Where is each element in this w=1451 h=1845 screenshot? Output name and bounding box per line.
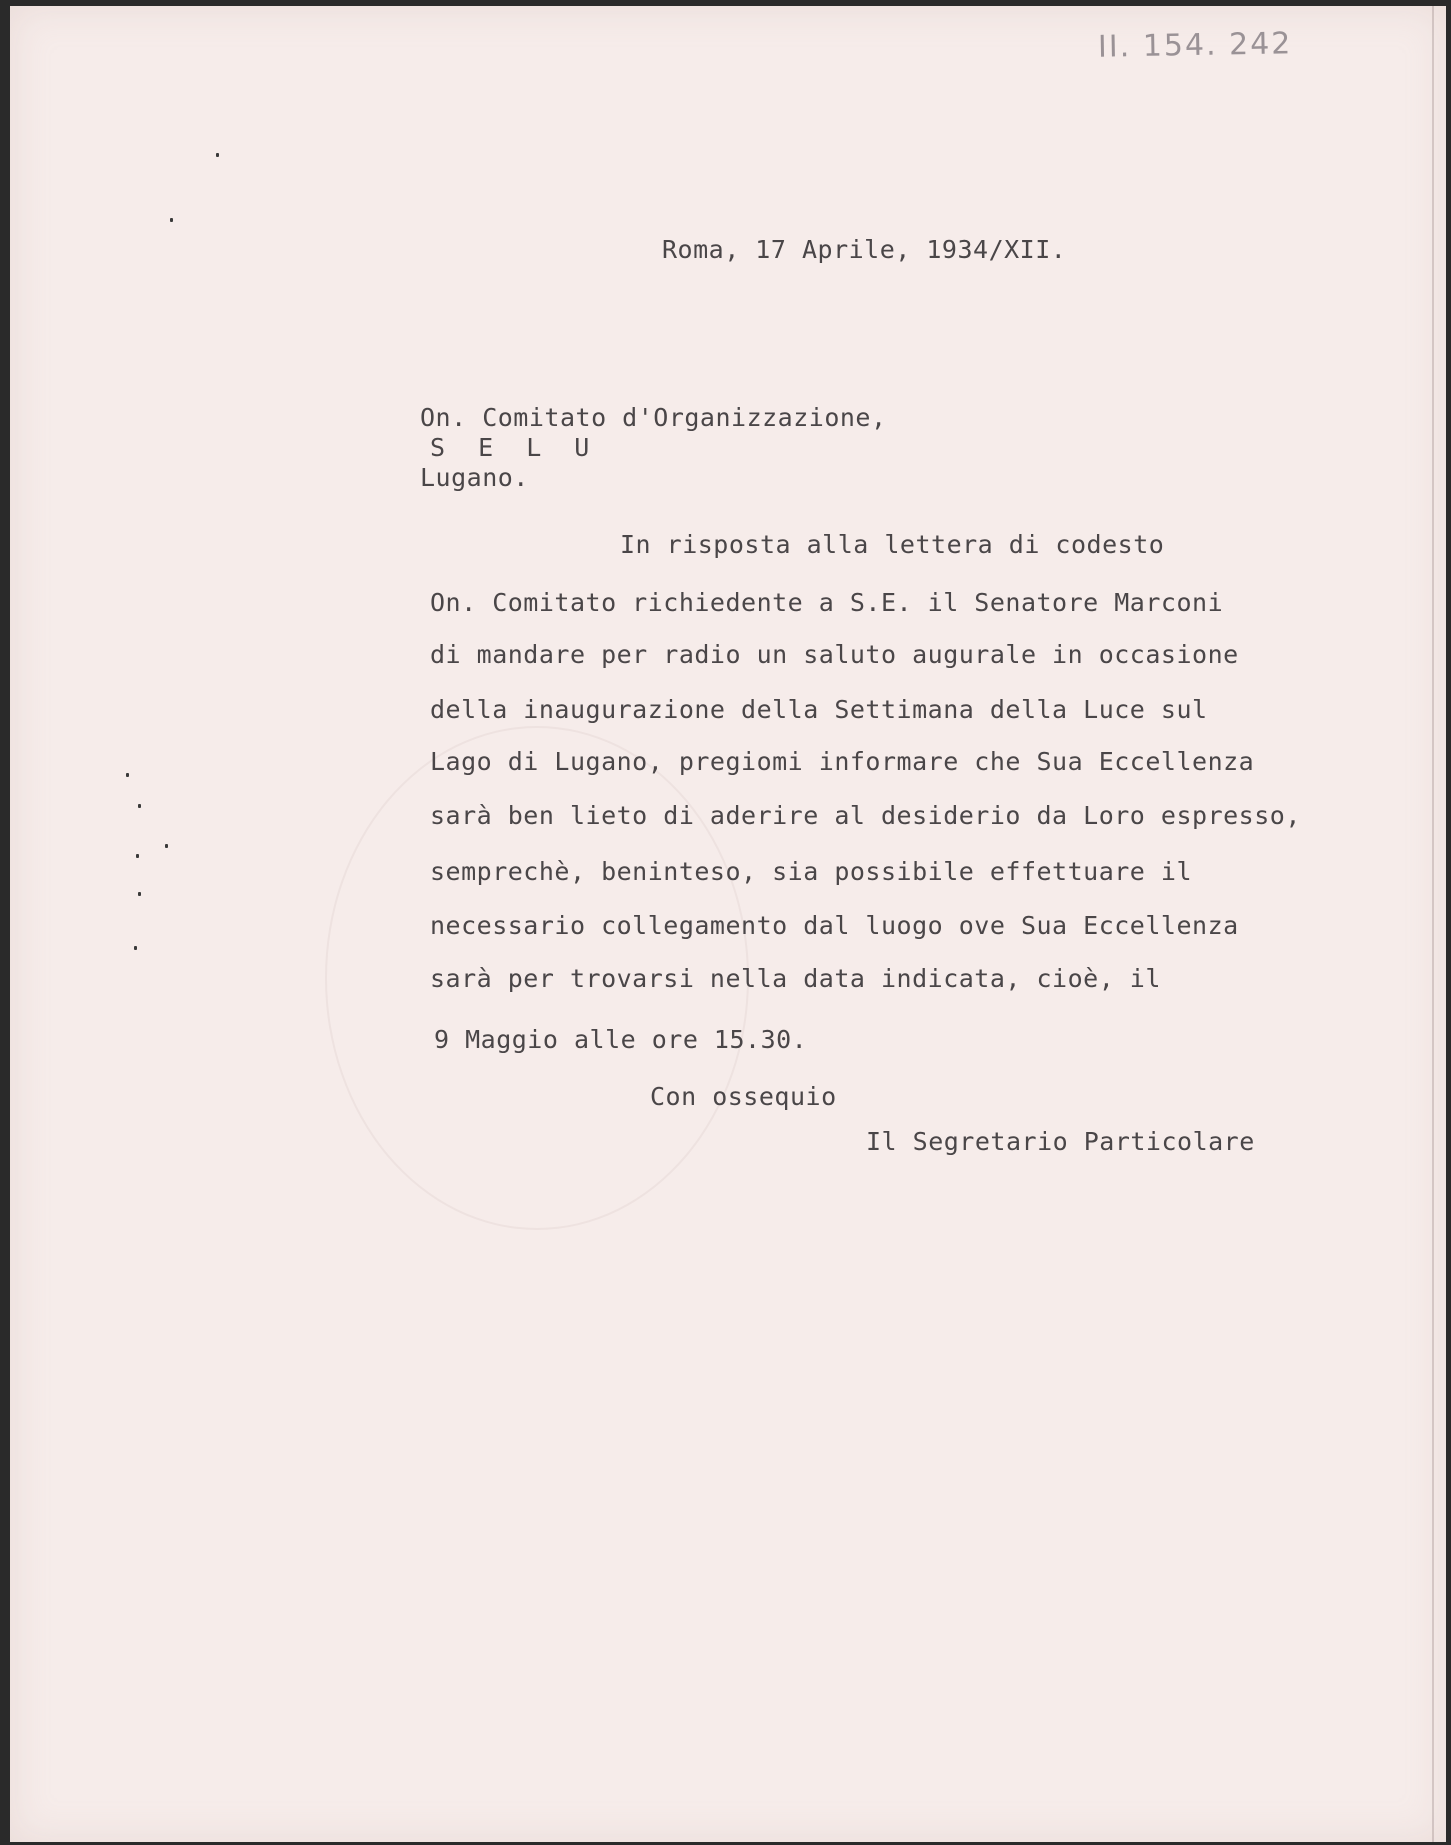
body-line: 9 Maggio alle ore 15.30. [434, 1025, 808, 1054]
body-line: sarà ben lieto di aderire al desiderio da Loro espresso, [430, 801, 1301, 830]
ink-speck [170, 218, 173, 222]
body-line: In risposta alla lettera di codesto [620, 530, 1165, 559]
archive-number: II. 154. 242 [1097, 26, 1293, 65]
ink-speck [165, 844, 168, 848]
signature-line: Il Segretario Particolare [866, 1127, 1255, 1156]
body-line: On. Comitato richiedente a S.E. il Senatore Marconi [430, 588, 1224, 617]
ink-speck [126, 773, 129, 777]
ink-speck [136, 854, 139, 858]
ink-speck [138, 804, 141, 808]
body-line: della inaugurazione della Settimana della Luce sul [430, 695, 1208, 724]
body-line: Lago di Lugano, pregiomi informare che Sua Eccellenza [430, 747, 1255, 776]
ink-speck [138, 892, 141, 896]
date-line: Roma, 17 Aprile, 1934/XII. [662, 235, 1067, 264]
body-line: sarà per trovarsi nella data indicata, cioè, il [430, 964, 1161, 993]
ink-speck [216, 153, 219, 157]
letter-page [10, 6, 1446, 1842]
ink-speck [134, 946, 137, 950]
addressee-line-3: Lugano. [420, 463, 529, 492]
addressee-line-1: On. Comitato d'Organizzazione, [420, 403, 887, 432]
body-line: necessario collegamento dal luogo ove Sua Eccellenza [430, 911, 1239, 940]
closing-line: Con ossequio [650, 1082, 837, 1111]
addressee-line-2: S E L U [430, 433, 599, 462]
body-line: semprechè, beninteso, sia possibile effettuare il [430, 857, 1193, 886]
body-line: di mandare per radio un saluto augurale in occasione [430, 640, 1239, 669]
